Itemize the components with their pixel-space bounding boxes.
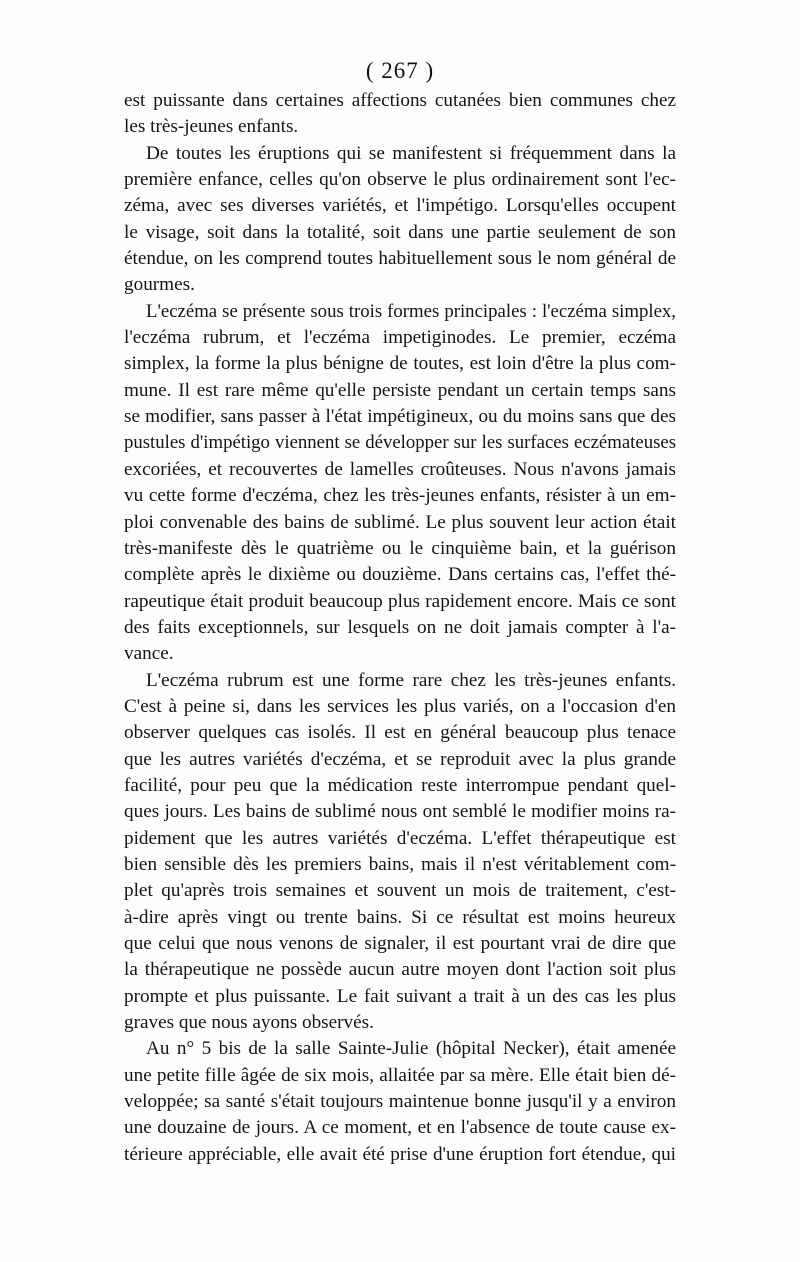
text-line: la thérapeutique ne possède aucun autre moyen dont l'action soit plus xyxy=(124,959,676,981)
text-line: L'eczéma rubrum est une forme rare chez les très-jeunes enfants. xyxy=(146,669,676,691)
text-line: ques jours. Les bains de sublimé nous ont semblé le modifier moins ra- xyxy=(124,801,676,823)
text-line: veloppée; sa santé s'était toujours maintenue bonne jusqu'il y a environ xyxy=(124,1091,676,1113)
text-line: mune. Il est rare même qu'elle persiste pendant un certain temps sans xyxy=(124,379,676,401)
text-line: à-dire après vingt ou trente bains. Si ce résultat est moins heureux xyxy=(124,906,676,928)
text-line: L'eczéma se présente sous trois formes principales : l'eczéma simplex, xyxy=(146,300,676,322)
text-line: que les autres variétés d'eczéma, et se reproduit avec la plus grande xyxy=(124,748,676,770)
text-line: simplex, la forme la plus bénigne de toutes, est loin d'être la plus com- xyxy=(124,353,676,375)
text-line: bien sensible dès les premiers bains, mais il n'est véritablement com- xyxy=(124,853,676,875)
text-line: que celui que nous venons de signaler, il est pourtant vrai de dire que xyxy=(124,933,676,954)
text-line: l'eczéma rubrum, et l'eczéma impetiginodes. Le premier, eczéma xyxy=(124,327,676,349)
body-text xyxy=(124,88,676,1168)
text-line: Au n° 5 bis de la salle Sainte-Julie (hôpital Necker), était amenée xyxy=(146,1038,676,1060)
text-line: complète après le dixième ou douzième. Dans certains cas, l'effet thé- xyxy=(124,564,676,586)
text-line: les très-jeunes enfants. xyxy=(124,116,299,138)
text-line: très-manifeste dès le quatrième ou le cinquième bain, et la guérison xyxy=(124,537,676,559)
text-line: térieure appréciable, elle avait été prise d'une éruption fort étendue, qui xyxy=(124,1143,676,1165)
text-line: De toutes les éruptions qui se manifestent si fréquemment dans la xyxy=(146,142,676,164)
text-line: rapeutique était produit beaucoup plus rapidement encore. Mais ce sont xyxy=(124,590,676,612)
text-line: prompte et plus puissante. Le fait suivant a trait à un des cas les plus xyxy=(124,985,676,1007)
text-line: plet qu'après trois semaines et souvent un mois de traitement, c'est- xyxy=(124,880,676,902)
text-line: observer quelques cas isolés. Il est en général beaucoup plus tenace xyxy=(124,722,676,744)
text-line: excoriées, et recouvertes de lamelles croûteuses. Nous n'avons jamais xyxy=(124,458,676,480)
text-line: étendue, on les comprend toutes habituellement sous le nom général de xyxy=(124,248,676,270)
text-line: le visage, soit dans la totalité, soit dans une partie seulement de son xyxy=(124,221,676,243)
text-line: pidement que les autres variétés d'eczéma. L'effet thérapeutique est xyxy=(124,827,676,849)
text-line: des faits exceptionnels, sur lesquels on ne doit jamais compter à l'a- xyxy=(124,616,676,638)
text-line: pustules d'impétigo viennent se développer sur les surfaces eczémateuses xyxy=(124,432,676,454)
text-line: une douzaine de jours. A ce moment, et en l'absence de toute cause ex- xyxy=(124,1117,676,1139)
text-line: vu cette forme d'eczéma, chez les très-jeunes enfants, résister à un em- xyxy=(124,485,676,507)
page-number: ( 267 ) xyxy=(365,58,435,83)
text-line: gourmes. xyxy=(124,274,195,296)
text-line: C'est à peine si, dans les services les plus variés, on a l'occasion d'en xyxy=(124,695,676,717)
text-line: ploi convenable des bains de sublimé. Le plus souvent leur action était xyxy=(124,511,676,533)
text-line: zéma, avec ses diverses variétés, et l'impétigo. Lorsqu'elles occupent xyxy=(124,195,676,217)
text-line: est puissante dans certaines affections cutanées bien communes chez xyxy=(124,90,676,111)
text-line: première enfance, celles qu'on observe le plus ordinairement sont l'ec- xyxy=(124,169,676,191)
text-line: une petite fille âgée de six mois, allaitée par sa mère. Elle était bien dé- xyxy=(124,1064,676,1086)
text-line: graves que nous ayons observés. xyxy=(124,1012,374,1034)
text-line: vance. xyxy=(124,643,174,665)
text-line: facilité, pour peu que la médication reste interrompue pendant quel- xyxy=(124,774,676,796)
text-line: se modifier, sans passer à l'état impétigineux, ou du moins sans que des xyxy=(124,406,676,428)
